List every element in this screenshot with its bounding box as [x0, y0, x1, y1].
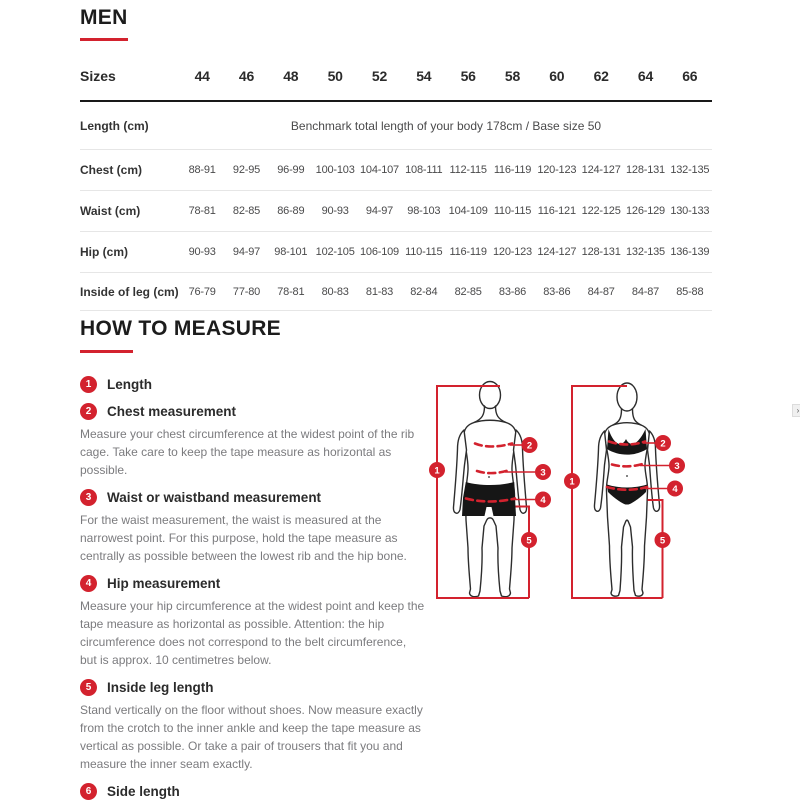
table-cell: 80-83: [321, 285, 349, 298]
instruction-inside-leg: [80, 679, 426, 773]
female-marker-5: [655, 532, 671, 548]
chevron-right-icon: ›: [796, 405, 800, 415]
table-cell: 116-119: [493, 164, 532, 176]
table-cell: 128-131: [581, 246, 621, 258]
table-cell: 106-109: [360, 246, 399, 258]
table-cell: 85-88: [676, 285, 704, 298]
step-3-badge: 3: [80, 489, 97, 506]
table-cell: 104-107: [360, 164, 399, 176]
measure-instructions: [80, 376, 426, 800]
table-cell: 76-79: [188, 285, 216, 298]
female-marker-4: [667, 481, 683, 497]
table-cell: 98-103: [407, 205, 441, 217]
scroll-right-arrow[interactable]: [792, 404, 800, 417]
row-label: Waist (cm): [80, 204, 141, 218]
row-label: Length (cm): [80, 118, 149, 133]
table-cell: 92-95: [232, 164, 261, 176]
instruction-length: [80, 376, 426, 393]
table-cell: 94-97: [365, 205, 394, 217]
male-marker-1: [429, 462, 445, 478]
step-6-label: Side length: [107, 784, 180, 799]
svg-text:2: 2: [660, 438, 666, 450]
table-cell: 88-91: [188, 164, 216, 176]
table-cell: 94-97: [232, 246, 261, 258]
step-2-badge: 2: [80, 403, 97, 420]
table-cell: 120-123: [493, 246, 532, 258]
men-section-title: MEN: [80, 6, 128, 29]
size-col: 48: [283, 68, 299, 84]
table-cell: 90-93: [188, 246, 216, 258]
male-marker-3: [535, 464, 551, 480]
step-2-description: Measure your chest circumference at the widest point of the rib cage. Take care to keep the tape measure as horizontal as possible.: [80, 427, 415, 477]
table-cell: 110-115: [493, 205, 532, 217]
table-cell: 124-127: [537, 246, 577, 258]
step-5-badge: 5: [80, 679, 97, 696]
row-label: Inside of leg (cm): [80, 284, 179, 299]
step-5-description: Stand vertically on the floor without shoes. Now measure exactly from the crotch to the inner ankle and keep the tape measure as vertical as possible. Or take a pair of trousers that fit you and measure the inner seam exactly.: [80, 703, 423, 771]
size-col: 58: [504, 68, 521, 84]
table-row-inside-leg: [80, 273, 712, 311]
table-cell: 120-123: [537, 164, 577, 176]
female-marker-1: [564, 473, 580, 489]
table-cell: 84-87: [587, 285, 615, 298]
size-header-label: Sizes: [80, 68, 116, 84]
men-size-table: [80, 52, 712, 311]
size-col: 66: [682, 68, 698, 84]
size-col: 56: [460, 68, 476, 84]
instruction-waist: [80, 489, 426, 565]
size-col: 52: [371, 68, 388, 84]
size-col: 54: [416, 68, 432, 84]
svg-text:4: 4: [672, 483, 678, 495]
how-to-measure-title: HOW TO MEASURE: [80, 317, 281, 340]
table-row-length: [80, 102, 712, 150]
table-cell: 116-121: [537, 205, 576, 217]
step-5-label: Inside leg length: [107, 680, 214, 695]
row-label: Hip (cm): [80, 245, 128, 259]
table-row-waist: [80, 191, 712, 232]
size-col: 44: [194, 68, 210, 84]
female-left-arm: [594, 431, 606, 511]
male-figure: [429, 382, 551, 599]
step-4-badge: 4: [80, 575, 97, 592]
men-title-underline: [80, 38, 128, 41]
male-marker-5: [521, 532, 537, 548]
benchmark-note: Benchmark total length of your body 178cm / Base size 50: [290, 118, 602, 133]
instruction-side-length: [80, 783, 426, 800]
table-cell: 86-89: [277, 205, 305, 217]
step-3-label: Waist or waistband measurement: [107, 490, 322, 505]
table-cell: 136-139: [670, 246, 710, 258]
svg-text:5: 5: [526, 535, 532, 547]
step-1-badge: 1: [80, 376, 97, 393]
female-navel: [626, 475, 628, 477]
table-cell: 102-105: [315, 246, 355, 258]
step-4-description: Measure your hip circumference at the widest point and keep the tape measure as horizontal as possible. Attention: the hip circumference does not correspond to the belt circumference, but is approx. 10 centimetres below.: [80, 599, 425, 667]
female-inside-leg-bracket: [648, 500, 663, 598]
table-cell: 130-133: [670, 205, 710, 217]
row-label: Chest (cm): [80, 163, 143, 177]
table-cell: 77-80: [232, 285, 261, 298]
table-row-hip: [80, 232, 712, 273]
step-6-badge: 6: [80, 783, 97, 800]
table-cell: 90-93: [321, 205, 349, 217]
table-cell: 128-131: [626, 164, 665, 176]
table-cell: 96-99: [277, 164, 305, 176]
male-marker-4: [535, 492, 551, 508]
step-1-label: Length: [107, 377, 152, 392]
female-head: [617, 383, 637, 411]
size-col: 46: [238, 68, 255, 84]
svg-text:3: 3: [674, 460, 680, 472]
table-cell: 126-129: [626, 205, 665, 217]
measurement-diagram: [425, 370, 725, 610]
table-cell: 132-135: [626, 246, 665, 258]
svg-text:2: 2: [526, 440, 533, 452]
table-cell: 98-101: [274, 246, 308, 258]
table-row-chest: [80, 150, 712, 191]
size-col: 60: [549, 68, 565, 84]
svg-text:1: 1: [569, 476, 575, 488]
female-marker-3: [669, 458, 685, 474]
size-col: 62: [593, 68, 609, 84]
table-cell: 78-81: [277, 285, 305, 298]
table-cell: 78-81: [188, 205, 216, 217]
female-marker-2: [655, 435, 671, 451]
table-cell: 112-115: [449, 164, 487, 176]
step-2-label: Chest measurement: [107, 404, 237, 419]
table-cell: 100-103: [315, 164, 355, 176]
table-cell: 84-87: [631, 285, 660, 298]
table-cell: 83-86: [498, 285, 527, 298]
size-header-row: [80, 52, 712, 102]
table-cell: 108-111: [405, 164, 443, 176]
table-cell: 110-115: [405, 246, 443, 258]
svg-text:3: 3: [540, 467, 546, 479]
male-navel: [488, 476, 490, 478]
table-cell: 116-119: [449, 246, 487, 258]
table-cell: 82-84: [410, 285, 438, 298]
male-inside-leg-bracket: [516, 507, 530, 599]
table-cell: 122-125: [581, 205, 621, 217]
table-cell: 124-127: [581, 164, 621, 176]
table-cell: 82-85: [232, 205, 261, 217]
instruction-hip: [80, 575, 426, 669]
table-cell: 83-86: [543, 285, 571, 298]
male-marker-2: [522, 437, 538, 453]
how-to-measure-underline: [80, 350, 133, 353]
table-cell: 82-85: [454, 285, 482, 298]
table-cell: 104-109: [448, 205, 488, 217]
instruction-chest: [80, 403, 426, 479]
svg-text:1: 1: [434, 465, 440, 477]
svg-text:5: 5: [659, 535, 666, 547]
size-col: 64: [637, 68, 654, 84]
size-col: 50: [327, 68, 343, 84]
female-figure: [564, 383, 685, 598]
step-3-description: For the waist measurement, the waist is measured at the narrowest point. For this purpose, hold the tape measure as centrally as possible between the lowest rib and the hip bone.: [80, 513, 407, 563]
table-cell: 132-135: [670, 164, 710, 176]
svg-text:4: 4: [540, 494, 546, 506]
step-4-label: Hip measurement: [107, 576, 221, 591]
table-cell: 81-83: [365, 285, 394, 298]
